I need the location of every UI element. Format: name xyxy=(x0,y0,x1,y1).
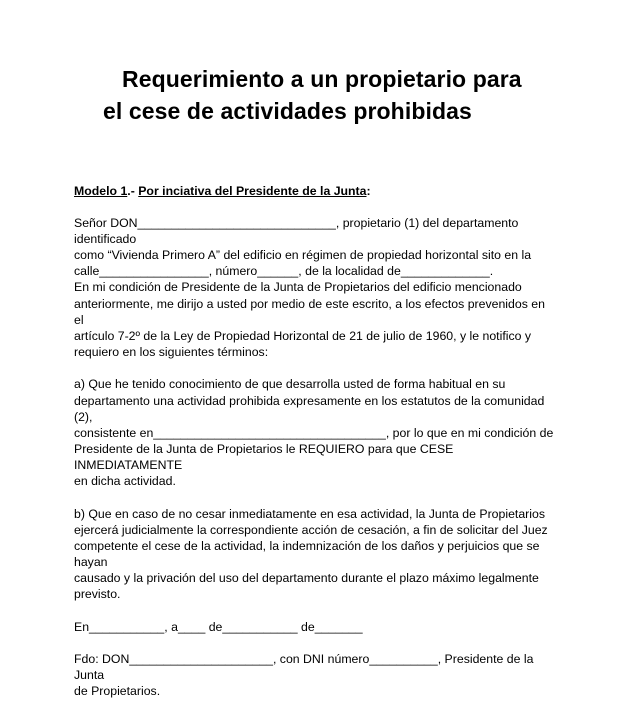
heading-subtitle: Por inciativa del Presidente de la Junta xyxy=(138,184,367,198)
section-heading xyxy=(74,183,554,199)
place-date-line: En___________, a____ de___________ de_______ xyxy=(74,619,363,634)
signature-paragraph: Fdo: DON_____________________, con DNI número__________, Presidente de la Junta de Propietarios. xyxy=(74,652,534,699)
heading-colon: : xyxy=(366,184,371,198)
document-title xyxy=(0,63,624,127)
title-line-1: Requerimiento a un propietario para xyxy=(122,66,522,92)
model-label: Modelo 1 xyxy=(74,184,128,198)
intro-paragraph: Señor DON_____________________________, propietario (1) del departamento identificado como “Vivienda Primero A” del edificio en régimen de propiedad horizontal sito en la calle________________, número______, de la localidad de_____________. En mi condición de Presidente de la Junta de Propietarios del edificio mencionado anteriormente, me dirijo a usted por medio de este escrito, a los efectos prevenidos en el artículo 7-2º de la Ley de Propiedad Horizontal de 21 de julio de 1960, y le notifico y requiero en los siguientes términos: xyxy=(74,216,545,359)
document-body xyxy=(74,183,554,716)
paragraph-b: b) Que en caso de no cesar inmediatamente en esa actividad, la Junta de Propietarios ejercerá judicialmente la correspondiente acción de cesación, a fin de solicitar del Juez competente el cese de la actividad, la indemnización de los daños y perjuicios que se hayan causado y la privación del uso del departamento durante el plazo máximo legalmente previsto. xyxy=(74,506,548,602)
heading-separator: .- xyxy=(127,184,139,198)
paragraph-a: a) Que he tenido conocimiento de que desarrolla usted de forma habitual en su departamento una actividad prohibida expresamente en los estatutos de la comunidad (2), consistente en__________________________________, por lo que en mi condición de Presidente de la Junta de Propietarios le REQUIERO para que CESE INMEDIATAMENTE en dicha actividad. xyxy=(74,377,554,488)
title-line-2: el cese de actividades prohibidas xyxy=(103,98,472,124)
